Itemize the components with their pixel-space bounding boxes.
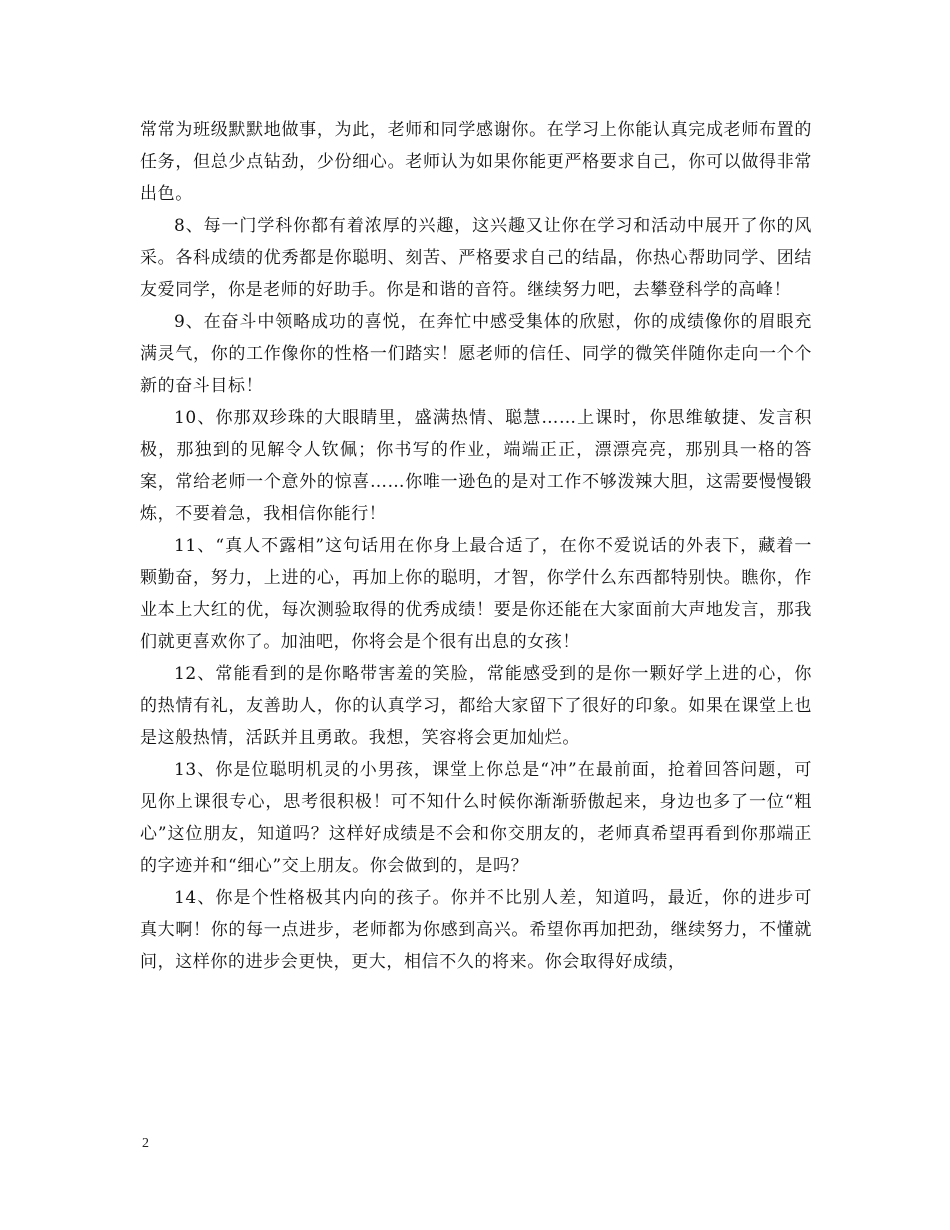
paragraph-14: 14、你是个性格极其内向的孩子。你并不比别人差，知道吗，最近，你的进步可真大啊！你的每一点进步，老师都为你感到高兴。希望你再加把劲，继续努力，不懂就问，这样你的进步会更快，更大，相信不久的将来。你会取得好成绩，	[140, 888, 812, 972]
page-number: 2	[142, 1136, 149, 1151]
paragraph-12: 12、常能看到的是你略带害羞的笑脸，常能感受到的是你一颗好学上进的心，你的热情有礼，友善助人，你的认真学习，都给大家留下了很好的印象。如果在课堂上也是这般热情，活跃并且勇敢。我想，笑容将会更加灿烂。	[140, 664, 812, 748]
paragraph-continuation: 常常为班级默默地做事，为此，老师和同学感谢你。在学习上你能认真完成老师布置的任务，但总少点钻劲，少份细心。老师认为如果你能更严格要求自己，你可以做得非常出色。	[140, 120, 812, 204]
paragraph-11: 11、“真人不露相”这句话用在你身上最合适了，在你不爱说话的外表下，藏着一颗勤奋，努力，上进的心，再加上你的聪明，才智，你学什么东西都特别快。瞧你，作业本上大红的优，每次测验取得的优秀成绩！要是你还能在大家面前大声地发言，那我们就更喜欢你了。加油吧，你将会是个很有出息的女孩！	[140, 536, 812, 652]
body-text	[140, 114, 812, 978]
paragraph-13: 13、你是位聪明机灵的小男孩，课堂上你总是“冲”在最前面，抢着回答问题，可见你上课很专心，思考很积极！可不知什么时候你渐渐骄傲起来，身边也多了一位“粗心”这位朋友，知道吗？这样好成绩是不会和你交朋友的，老师真希望再看到你那端正的字迹并和“细心”交上朋友。你会做到的，是吗？	[140, 760, 812, 876]
paragraph-10: 10、你那双珍珠的大眼睛里，盛满热情、聪慧……上课时，你思维敏捷、发言积极，那独到的见解令人钦佩；你书写的作业，端端正正，漂漂亮亮，那别具一格的答案，常给老师一个意外的惊喜……你唯一逊色的是对工作不够泼辣大胆，这需要慢慢锻炼，不要着急，我相信你能行！	[140, 408, 812, 524]
paragraph-8: 8、每一门学科你都有着浓厚的兴趣，这兴趣又让你在学习和活动中展开了你的风采。各科成绩的优秀都是你聪明、刻苦、严格要求自己的结晶，你热心帮助同学、团结友爱同学，你是老师的好助手。你是和谐的音符。继续努力吧，去攀登科学的高峰！	[140, 216, 812, 300]
paragraph-9: 9、在奋斗中领略成功的喜悦，在奔忙中感受集体的欣慰，你的成绩像你的眉眼充满灵气，你的工作像你的性格一们踏实！愿老师的信任、同学的微笑伴随你走向一个个新的奋斗目标！	[140, 312, 812, 396]
